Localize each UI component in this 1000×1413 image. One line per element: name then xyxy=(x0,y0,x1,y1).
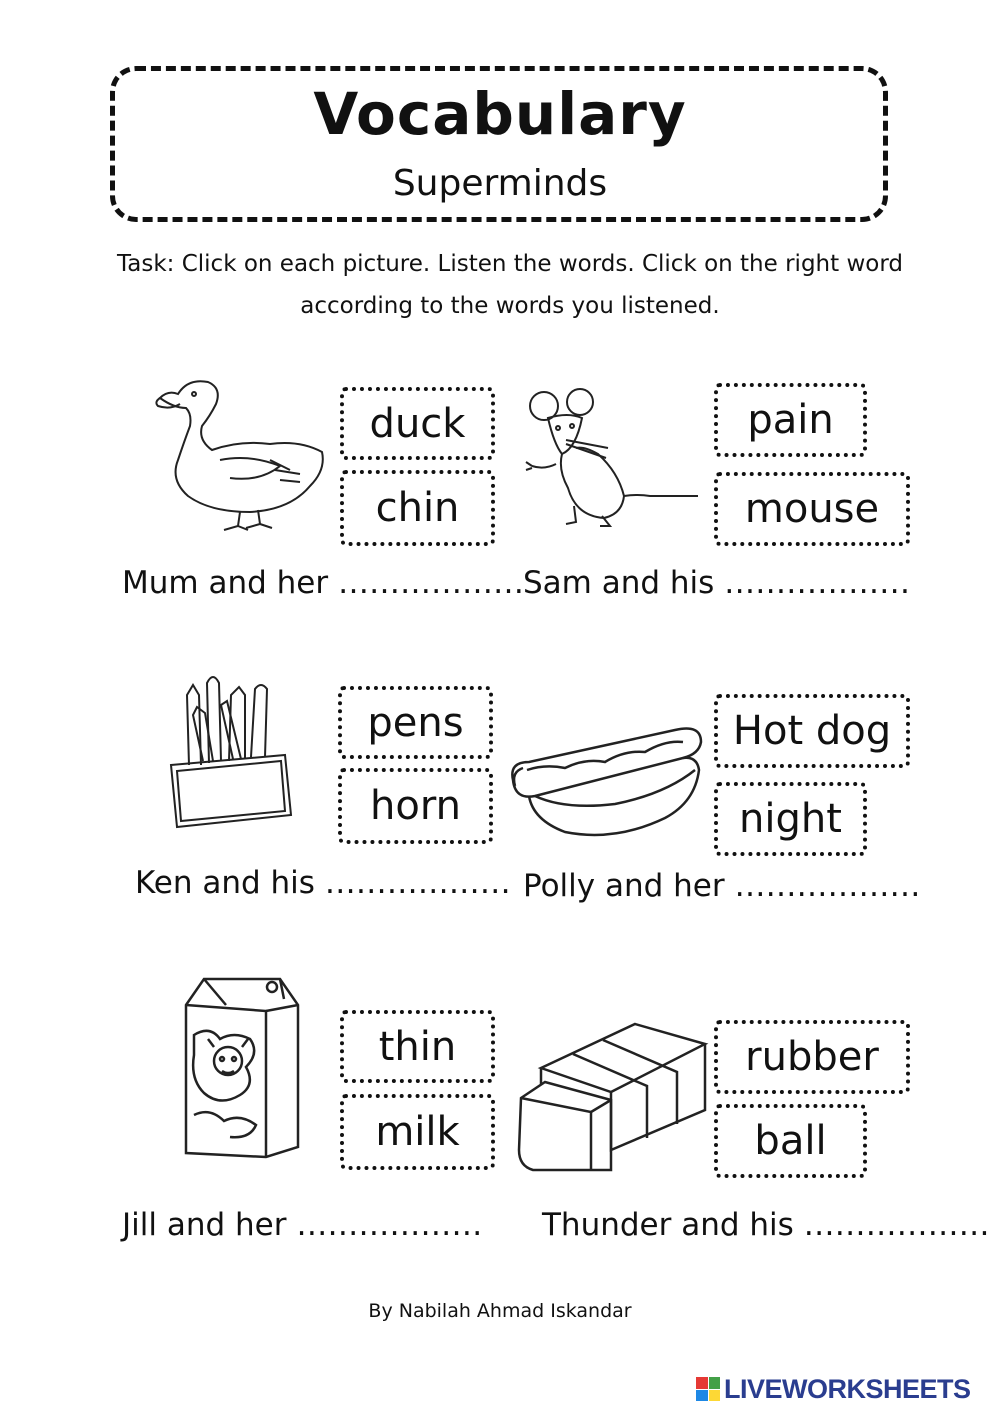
sentence-3: Ken and his ……………… xyxy=(135,865,511,901)
sentence-5: Jill and her ……………… xyxy=(122,1207,483,1243)
option-night[interactable]: night xyxy=(714,782,867,856)
sentence-4: Polly and her ……………… xyxy=(523,868,921,904)
pens-icon[interactable] xyxy=(165,665,295,833)
sentence-1: Mum and her ……………… xyxy=(122,565,524,601)
option-pain[interactable]: pain xyxy=(714,383,867,457)
hotdog-icon[interactable] xyxy=(505,710,705,840)
option-rubber[interactable]: rubber xyxy=(714,1020,910,1094)
page-title: Vocabulary xyxy=(313,80,687,148)
brand-name: LIVEWORKSHEETS xyxy=(724,1373,971,1404)
sentence-6: Thunder and his ……………… xyxy=(542,1207,990,1243)
duck-icon[interactable] xyxy=(150,370,330,535)
sentence-2: Sam and his ……………… xyxy=(523,565,911,601)
milk-carton-icon[interactable] xyxy=(180,975,305,1160)
author-credit: By Nabilah Ahmad Iskandar xyxy=(368,1300,632,1322)
liveworksheets-logo[interactable] xyxy=(696,1374,971,1404)
option-ball[interactable]: ball xyxy=(714,1104,867,1178)
option-horn[interactable]: horn xyxy=(338,768,493,844)
page-subtitle: Superminds xyxy=(392,163,608,204)
rubber-icon[interactable] xyxy=(515,1020,710,1180)
option-duck[interactable]: duck xyxy=(340,387,495,460)
task-instructions: Task: Click on each picture. Listen the words. Click on the right word according to the words you listened. xyxy=(117,251,903,319)
option-mouse[interactable]: mouse xyxy=(714,472,910,546)
option-pens[interactable]: pens xyxy=(338,686,493,759)
option-thin[interactable]: thin xyxy=(340,1010,495,1083)
option-chin[interactable]: chin xyxy=(340,470,495,546)
mouse-icon[interactable] xyxy=(518,388,710,530)
option-hot-dog[interactable]: Hot dog xyxy=(714,694,910,768)
logo-mark-icon xyxy=(696,1377,720,1401)
option-milk[interactable]: milk xyxy=(340,1094,495,1170)
